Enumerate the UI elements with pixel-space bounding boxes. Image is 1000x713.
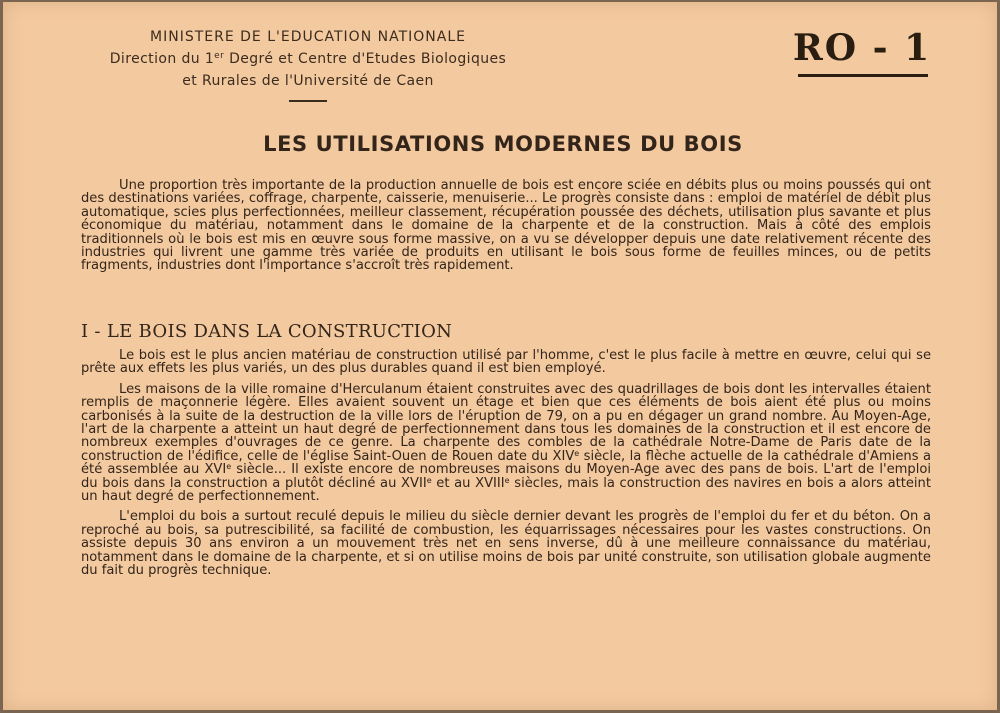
intro-paragraph: Une proportion très importante de la production annuelle de bois est encore sciée en débits plus ou moins poussés qui ont des destinations variées, coffrage, charpente, caisserie, menuiserie... Le progrès consiste dans : emploi de matériel de débit plus automatique, scies plus perfectionnées, meilleur classement, récupération poussée des déchets, utilisation plus savante et plus économique du matériau, notamment dans le domaine de la charpente et de la construction. Mais à côté des emplois traditionnels où le bois est mis en œuvre sous forme massive, on a vu se développer depuis une date relativement récente des industries qui livrent une gamme très variée de produits en utilisant le bois sous forme de feuilles minces, ou de petits fragments, industries dont l'importance s'accroît très rapidement.: [81, 178, 931, 274]
intro-block: [81, 179, 931, 280]
ministry-line: MINISTERE DE L'EDUCATION NATIONALE: [150, 29, 466, 45]
paragraph-2-part-a: Les maisons de la ville romaine d'Herculanum étaient construites avec des quadrillages de bois dont les intervalles étaient remplis de maçonnerie légère. Elles avaient souvent un étage et bien que ces éléments de bois aient été plus ou moins carbonisés à la suite de la destruction de la ville lors de l'éruption de 79, on a pu en dégager un grand nombre. Au Moyen-Age, l'art de la charpente a atteint un haut degré de perfectionnement dans tous les domaines de la construction et il est encore de nombreux exemples d'ouvrages de ce genre. La charpente des combles de la cathédrale Notre-Dame de Paris date de la construction de l'édifice, celle de l'église Saint-Ouen de Rouen date du XIV: [81, 381, 931, 464]
document-card: [3, 2, 997, 710]
ordinal-superscript: er: [214, 51, 225, 61]
paragraph-2-part-e: siècles, mais la construction des navires en bois a alors atteint un haut degré de perfectionnement.: [81, 475, 931, 505]
section-body: [81, 349, 931, 585]
code-underline: [798, 74, 928, 77]
century-superscript: e: [426, 475, 432, 485]
document-code: RO - 1: [792, 27, 932, 69]
section-heading: I - LE BOIS DANS LA CONSTRUCTION: [81, 321, 453, 342]
paragraph-2-part-b: siècle, la flèche actuelle de la cathédrale d'Amiens a été assemblée au XVI: [81, 448, 931, 478]
direction-line-start: Direction du 1: [109, 51, 215, 67]
century-superscript: e: [504, 475, 510, 485]
university-line: et Rurales de l'Université de Caen: [182, 73, 434, 89]
paragraph-2-part-c: siècle... Il existe encore de nombreuses maisons du Moyen-Age avec des pans de bois. L'art de l'emploi du bois dans la construction a plutôt décliné au XVII: [81, 462, 931, 491]
section-paragraph-3: L'emploi du bois a surtout reculé depuis le milieu du siècle dernier devant les progrès de l'emploi du fer et du béton. On a reproché au bois, sa putrescibilité, sa facilité de combustion, les équarrissages nécessaires pour les vastes constructions. On assiste depuis 30 ans environ a un mouvement très net en sens inverse, dû à une meilleure connaissance du matériau, notamment dans le domaine de la charpente, et si on utilise moins de bois par unité construite, son utilisation globale augmente du fait du progrès technique.: [81, 509, 931, 579]
paragraph-2-part-d: et au XVIII: [431, 475, 505, 491]
century-superscript: e: [574, 448, 580, 458]
section-paragraph-1: Le bois est le plus ancien matériau de construction utilisé par l'homme, c'est le plus facile à mettre en œuvre, celui qui se prête aux effets les plus variés, un des plus durables quand il est bien employé.: [81, 348, 931, 377]
section-paragraph-2: [81, 383, 931, 504]
institution-header: [73, 26, 543, 102]
header-divider: [289, 100, 327, 102]
direction-line-end: Degré et Centre d'Etudes Biologiques: [224, 51, 507, 67]
century-superscript: e: [226, 462, 232, 472]
direction-line: [73, 48, 543, 70]
document-title: LES UTILISATIONS MODERNES DU BOIS: [263, 132, 743, 156]
